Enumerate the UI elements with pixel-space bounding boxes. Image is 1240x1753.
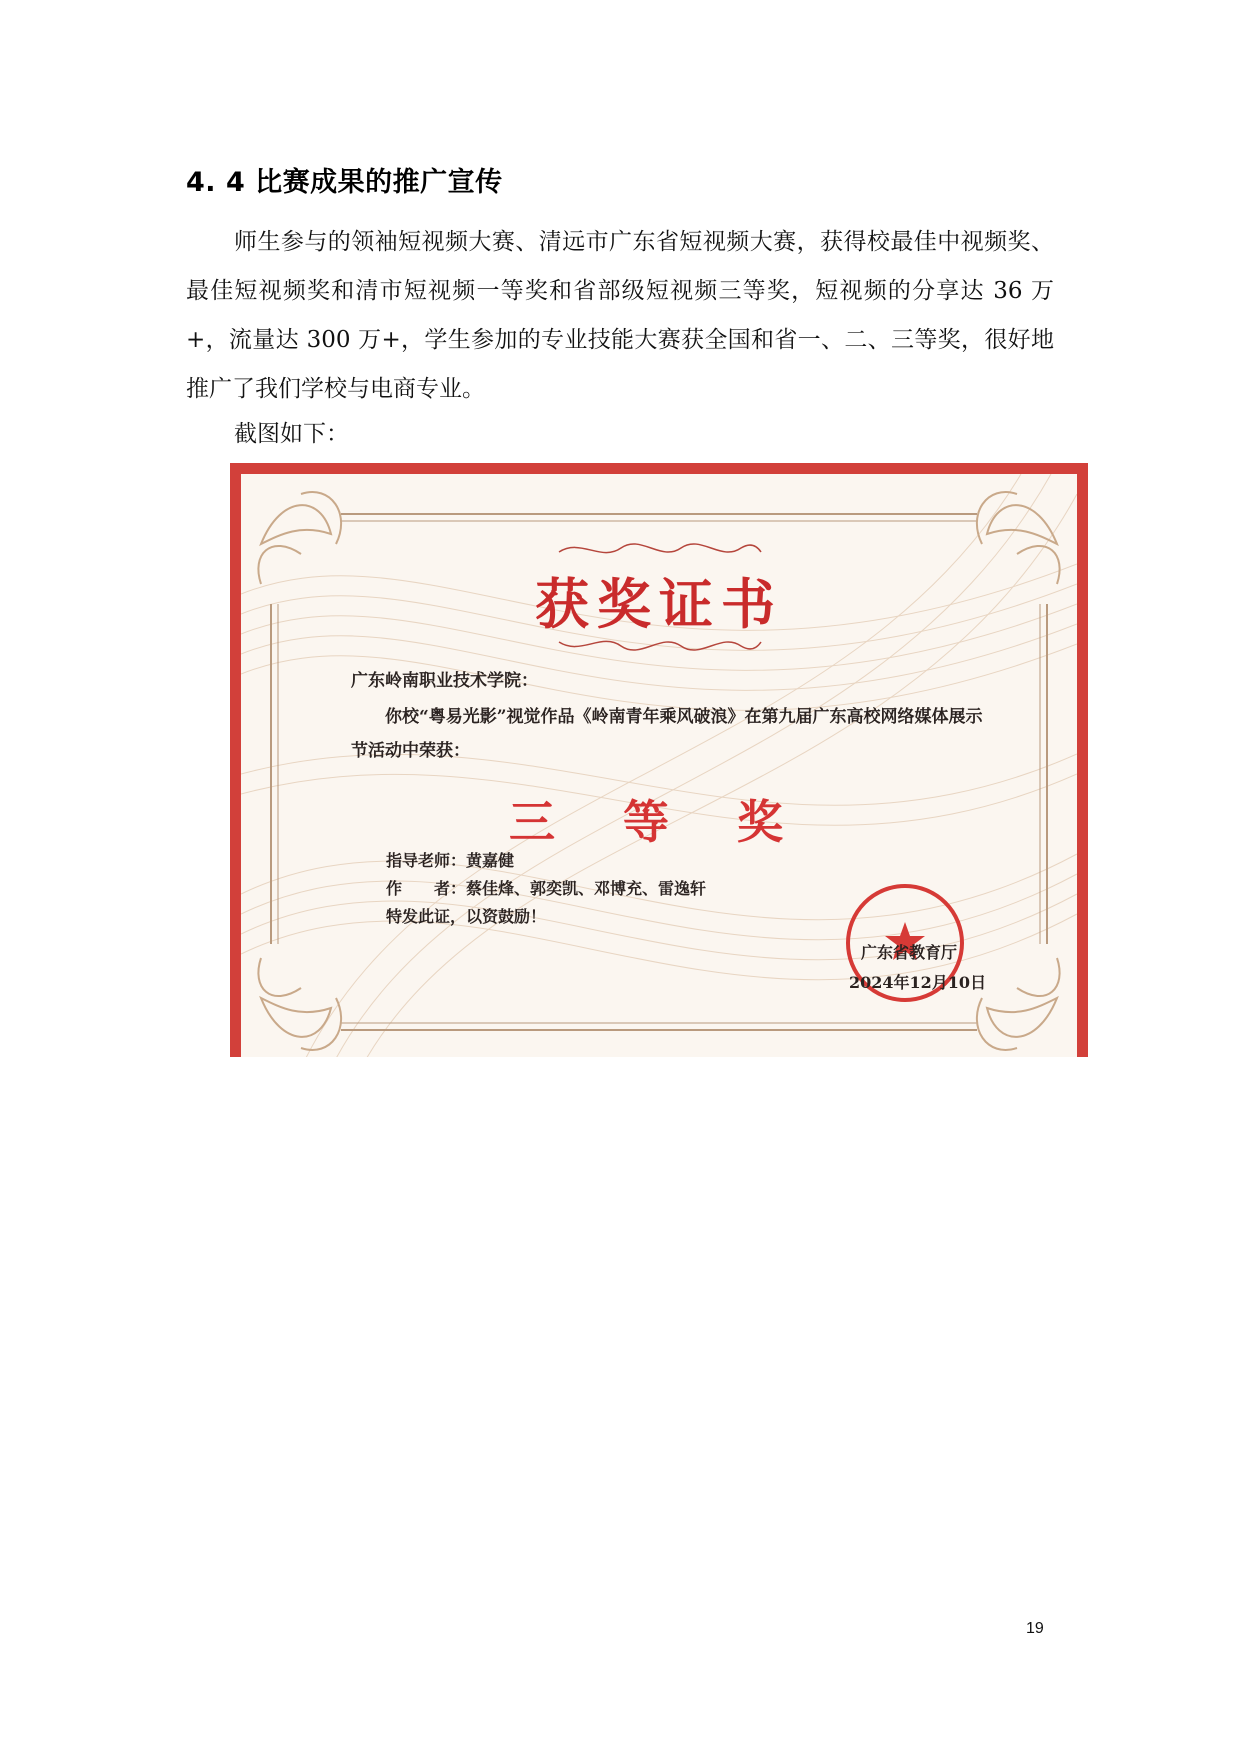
corner-ornament-bottom-right — [977, 958, 1060, 1050]
corner-ornament-bottom-left — [258, 958, 341, 1050]
certificate-authors: 作 者：蔡佳烽、郭奕凯、邓博充、雷逸轩 — [386, 879, 707, 898]
figure-caption: 截图如下： — [234, 421, 349, 447]
certificate-date: 2024年12月10日 — [849, 973, 987, 992]
title-flourish-top — [559, 544, 761, 553]
section-paragraph: 师生参与的领袖短视频大赛、清远市广东省短视频大赛，获得校最佳中视频奖、最佳短视频奖和清市短视频一等奖和省部级短视频三等奖，短视频的分享达 36 万+，流量达 300 万+，学生参加的专业技能大赛获全国和省一、二、三等奖，很好地推广了我们学校与电商专业。 — [186, 229, 1054, 402]
page-number: 19 — [1026, 1620, 1044, 1637]
certificate-advisor: 指导老师：黄嘉健 — [386, 851, 515, 870]
certificate-award: 三 等 奖 — [508, 795, 810, 849]
certificate-issuer: 广东省教育厅 — [861, 943, 958, 962]
section-heading: 4. 4 比赛成果的推广宣传 — [186, 167, 503, 198]
certificate-title: 获奖证书 — [535, 572, 783, 636]
certificate-closing: 特发此证，以资鼓励！ — [386, 907, 547, 926]
certificate-recipient: 广东岭南职业技术学院： — [351, 671, 538, 691]
certificate-body: 你校“粤易光影”视觉作品《岭南青年乘风破浪》在第九届广东高校网络媒体展示节活动中荣获： — [351, 707, 983, 761]
award-certificate-image — [230, 463, 1088, 1057]
